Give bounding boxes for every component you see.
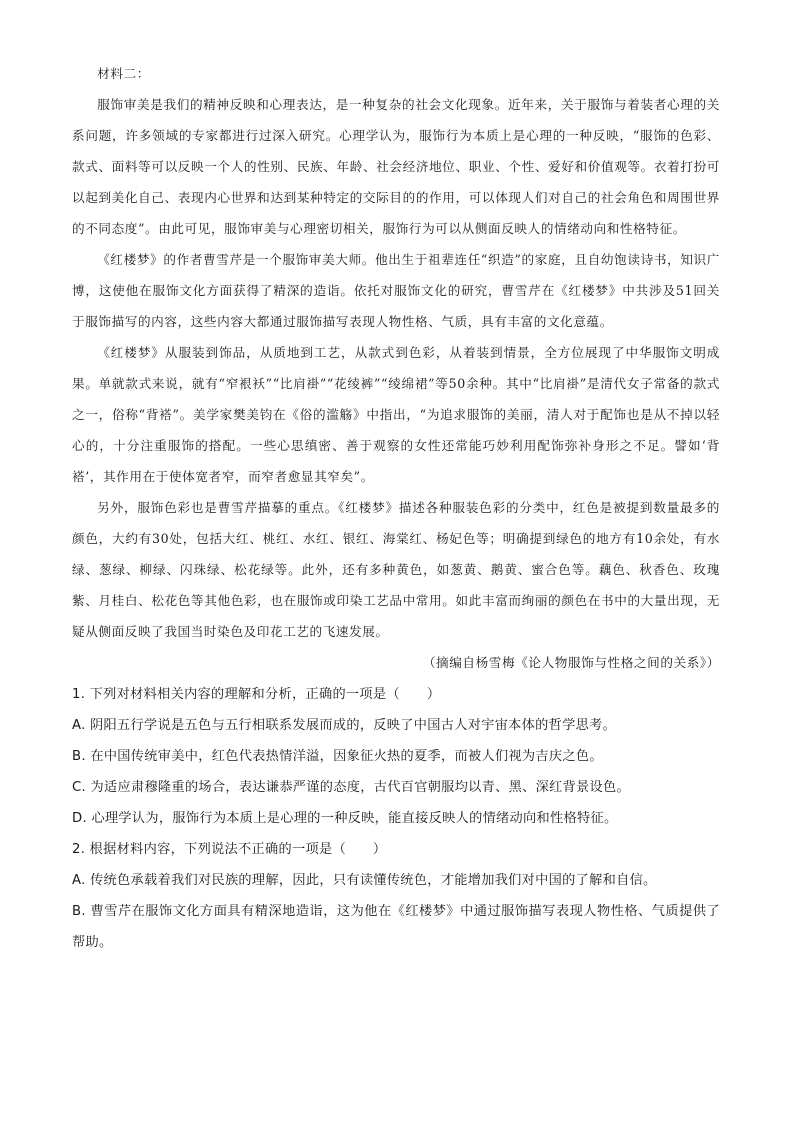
option-c: C. 为适应肃穆隆重的场合，表达谦恭严谨的态度，古代百官朝服均以青、黑、深红背景设色。 [72, 780, 630, 795]
option-a: A. 传统色承载着我们对民族的理解，因此，只有读懂传统色，才能增加我们对中国的了解和自信。 [72, 873, 657, 888]
question-stem: 2. 根据材料内容，下列说法不正确的一项是（ ） [72, 842, 387, 857]
document-page [72, 58, 720, 958]
material-paragraph: 《红楼梦》从服装到饰品，从质地到工艺，从款式到色彩，从着装到情景，全方位展现了中华服饰文明成果。单就款式来说，就有“窄裉袄”“比肩褂”“花绫裤”“绫绵裙”等50余种。其中“比肩褂”是清代女子常备的款式之一，俗称“背褡”。美学家樊美钧在《俗的滥觞》中指出，“为追求服饰的美丽，清人对于配饰也是从不掉以轻心的，十分注重服饰的搭配。一些心思缜密、善于观察的女性还常能巧妙利用配饰弥补身形之不足。譬如‘背褡’，其作用在于使体宽者窄，而窄者愈显其窄矣”。 [72, 345, 720, 484]
question-2 [72, 834, 720, 958]
material-source: （摘编自杨雪梅《论人物服饰与性格之间的关系》） [422, 655, 720, 670]
material-paragraph: 服饰审美是我们的精神反映和心理表达，是一种复杂的社会文化现象。近年来，关于服饰与着装者心理的关系问题，许多领域的专家都进行过深入研究。心理学认为，服饰行为本质上是心理的一种反映，“服饰的色彩、款式、面料等可以反映一个人的性别、民族、年龄、社会经济地位、职业、个性、爱好和价值观等。衣着打扮可以起到美化自己、表现内心世界和达到某种特定的交际目的的作用，可以体现人们对自己的社会角色和周围世界的不同态度”。由此可见，服饰审美与心理密切相关，服饰行为可以从侧面反映人的情绪动向和性格特征。 [72, 97, 720, 236]
material-paragraph: 《红楼梦》的作者曹雪芹是一个服饰审美大师。他出生于祖辈连任“织造”的家庭，且自幼饱读诗书，知识广博，这使他在服饰文化方面获得了精深的造诣。依托对服饰文化的研究，曹雪芹在《红楼梦》中共涉及51回关于服饰描写的内容，这些内容大都通过服饰描写表现人物性格、气质，具有丰富的文化意蕴。 [72, 252, 720, 329]
material-heading: 材料二： [97, 66, 150, 81]
question-list [72, 679, 720, 958]
question-stem: 1. 下列对材料相关内容的理解和分析，正确的一项是（ ） [72, 687, 441, 702]
option-a: A. 阴阳五行学说是五色与五行相联系发展而成的，反映了中国古人对宇宙本体的哲学思考。 [72, 718, 617, 733]
question-1 [72, 679, 720, 834]
option-b: B. 曹雪芹在服饰文化方面具有精深地造诣，这为他在《红楼梦》中通过服饰描写表现人物性格、气质提供了帮助。 [72, 904, 720, 950]
option-b: B. 在中国传统审美中，红色代表热情洋溢，因象征火热的夏季，而被人们视为吉庆之色。 [72, 749, 603, 764]
material-paragraph: 另外，服饰色彩也是曹雪芹描摹的重点。《红楼梦》描述各种服装色彩的分类中，红色是被提到数量最多的颜色，大约有30处，包括大红、桃红、水红、银红、海棠红、杨妃色等；明确提到绿色的地方有10余处，有水绿、葱绿、柳绿、闪珠绿、松花绿等。此外，还有多种黄色，如葱黄、鹅黄、蜜合色等。藕色、秋香色、玫瑰紫、月桂白、松花色等其他色彩，也在服饰或印染工艺品中常用。如此丰富而绚丽的颜色在书中的大量出现，无疑从侧面反映了我国当时染色及印花工艺的飞速发展。 [72, 500, 720, 639]
material-two [72, 58, 720, 678]
option-d: D. 心理学认为，服饰行为本质上是心理的一种反映，能直接反映人的情绪动向和性格特征。 [72, 811, 618, 826]
